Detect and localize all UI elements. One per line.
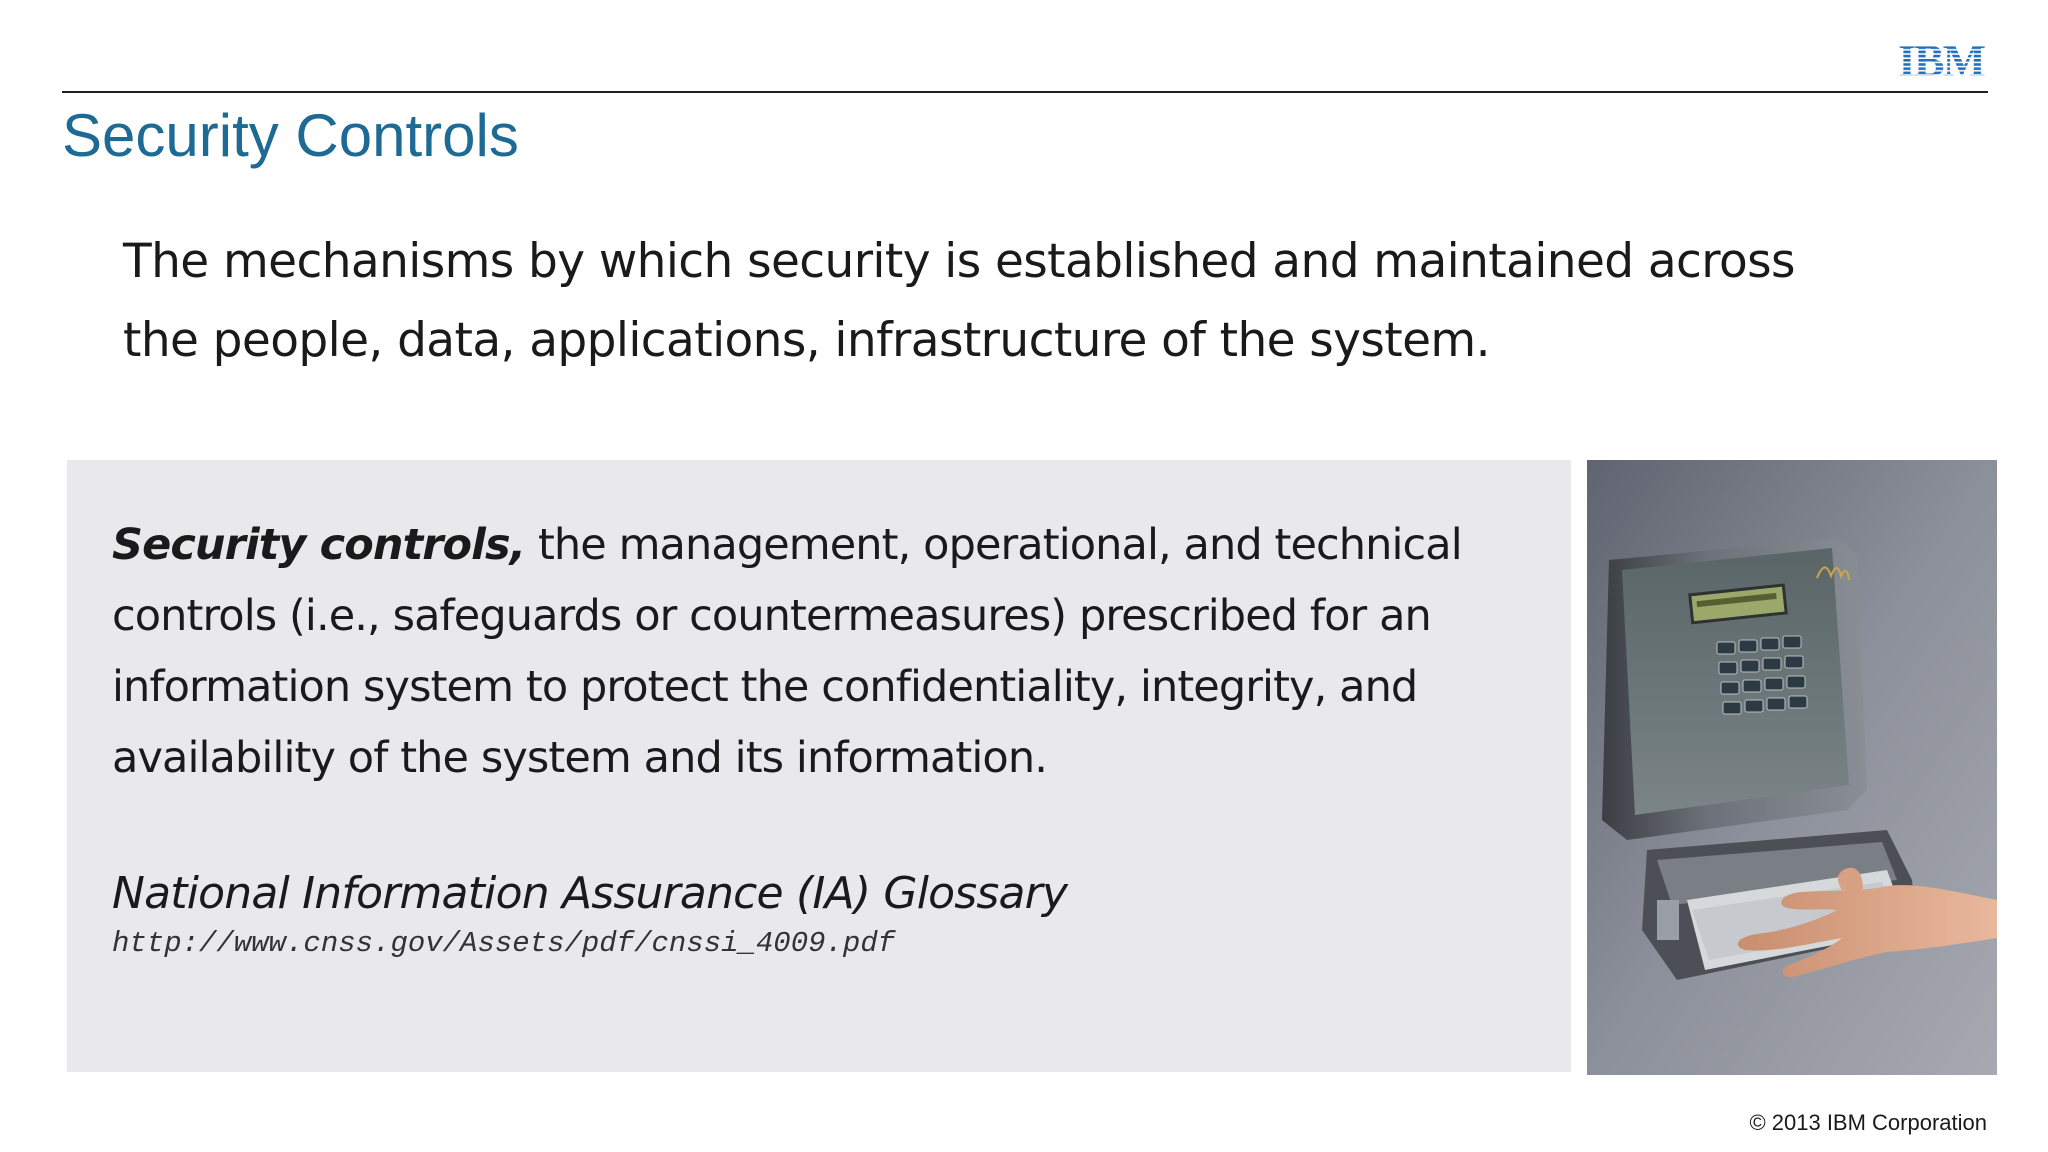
- intro-line: the people, data, applications, infrastructure of the system.: [123, 313, 1490, 368]
- definition-line: [112, 510, 1552, 581]
- intro-line: The mechanisms by which security is established and maintained across: [123, 234, 1795, 289]
- svg-text:IBM: IBM: [1898, 38, 1984, 80]
- definition-text: [112, 510, 1552, 794]
- definition-line: controls (i.e., safeguards or countermeasures) prescribed for an: [112, 591, 1431, 641]
- slide-title: Security Controls: [62, 102, 519, 169]
- source-title: National Information Assurance (IA) Glossary: [112, 868, 1068, 919]
- definition-line-rest: the management, operational, and technical: [537, 520, 1462, 570]
- copyright-text: © 2013 IBM Corporation: [1749, 1110, 1987, 1135]
- ibm-logo: [1894, 38, 1988, 80]
- source-url[interactable]: http://www.cnss.gov/Assets/pdf/cnssi_4009.pdf: [112, 927, 896, 960]
- definition-line: availability of the system and its information.: [112, 733, 1047, 783]
- definition-box: [67, 460, 1571, 1072]
- intro-text: [123, 222, 1903, 380]
- hand-scanner-photo: [1587, 460, 1997, 1075]
- definition-line: information system to protect the confidentiality, integrity, and: [112, 662, 1418, 712]
- definition-term: Security controls,: [112, 520, 526, 570]
- title-divider: [62, 91, 1988, 93]
